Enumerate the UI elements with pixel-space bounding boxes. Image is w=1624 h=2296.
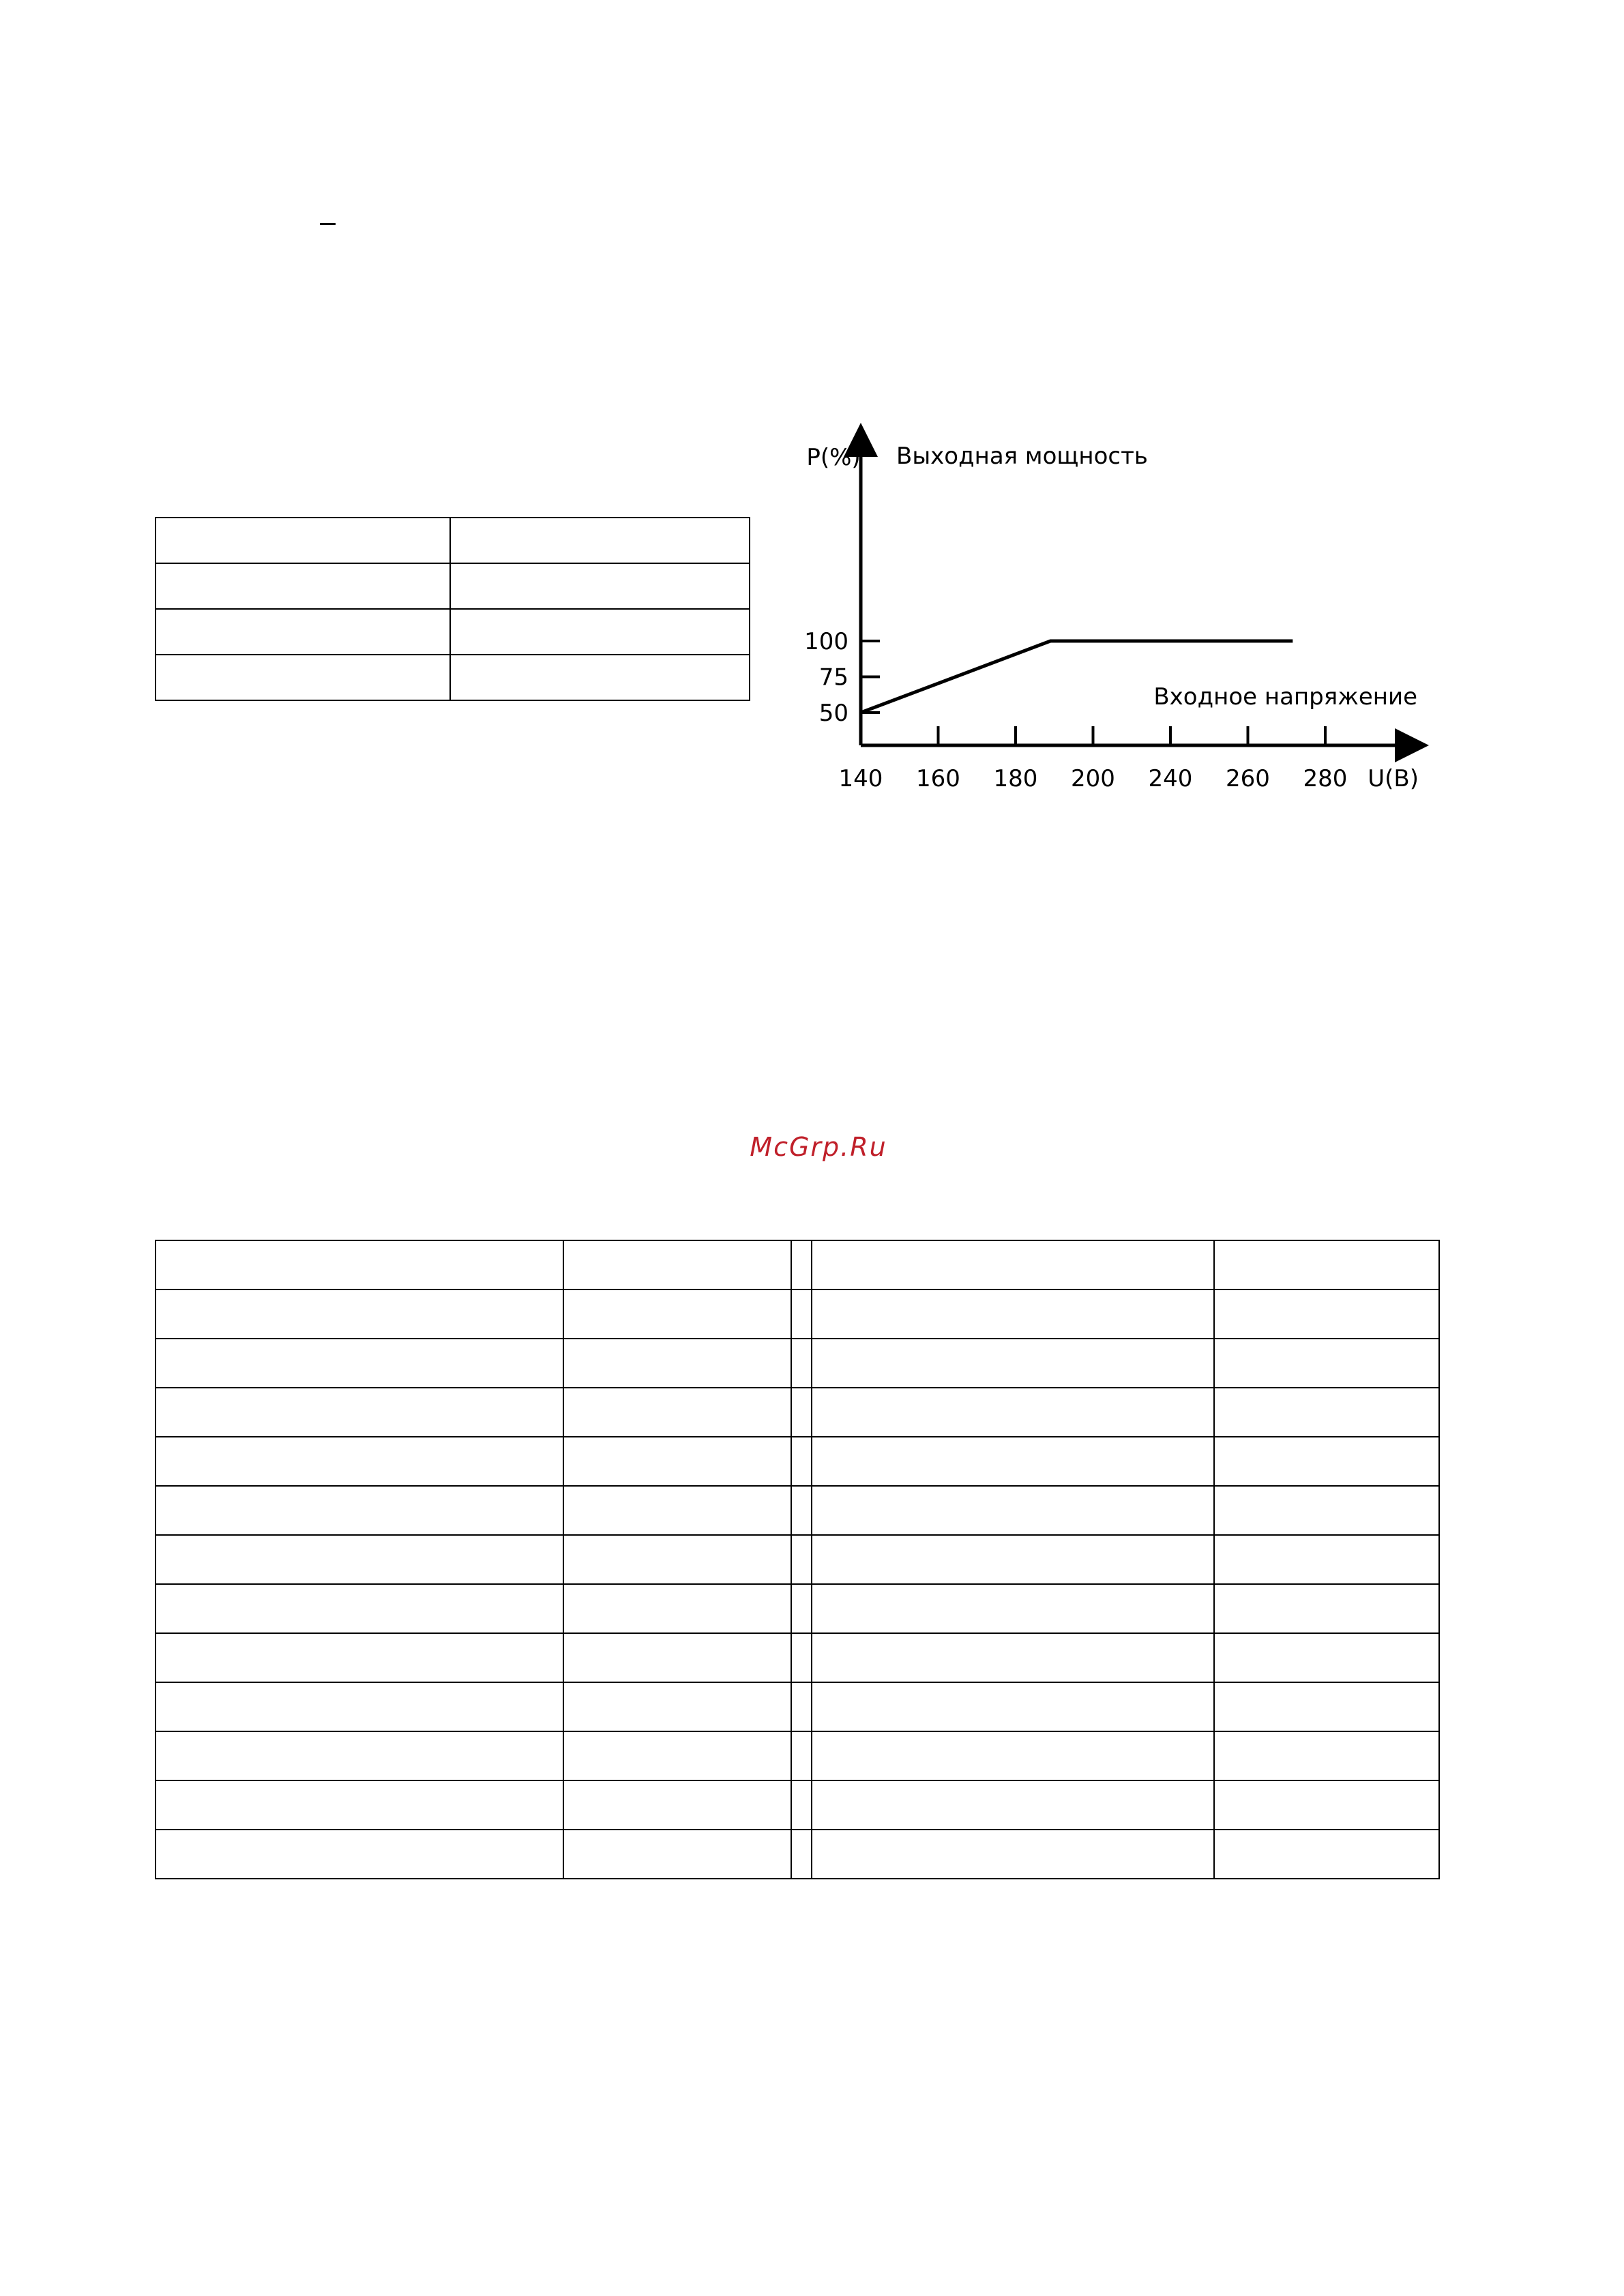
table-cell — [563, 1633, 791, 1682]
table-cell — [791, 1780, 812, 1830]
table-cell — [563, 1780, 791, 1830]
table-cell — [1214, 1388, 1439, 1437]
table-cell — [791, 1682, 812, 1731]
x-tick-label: 240 — [1148, 765, 1193, 792]
table-cell — [156, 655, 450, 700]
table-row — [156, 1830, 1439, 1879]
series-title: Выходная мощность — [896, 443, 1148, 470]
table-row — [156, 1682, 1439, 1731]
x-tick-label: 260 — [1226, 765, 1270, 792]
table-cell — [791, 1584, 812, 1633]
table-cell — [791, 1240, 812, 1289]
table-cell — [563, 1584, 791, 1633]
table-row — [156, 1437, 1439, 1486]
table-cell — [812, 1339, 1214, 1388]
table-cell — [156, 1437, 563, 1486]
table-cell — [563, 1339, 791, 1388]
table-cell — [1214, 1289, 1439, 1339]
table-cell — [1214, 1830, 1439, 1879]
table-cell — [156, 1339, 563, 1388]
table-row — [156, 1486, 1439, 1535]
table-cell — [156, 563, 450, 609]
table-row — [156, 1388, 1439, 1437]
table-cell — [791, 1289, 812, 1339]
table-row — [156, 609, 750, 655]
table-row — [156, 1240, 1439, 1289]
table-row — [156, 1584, 1439, 1633]
table-row — [156, 1535, 1439, 1584]
table-cell — [563, 1830, 791, 1879]
table-cell — [450, 563, 750, 609]
table-row — [156, 1339, 1439, 1388]
table-cell — [450, 518, 750, 563]
table-cell — [156, 1240, 563, 1289]
table-cell — [1214, 1437, 1439, 1486]
table-cell — [156, 1289, 563, 1339]
spec-table — [155, 517, 750, 701]
x-tick-label: 140 — [838, 765, 883, 792]
table-row — [156, 1731, 1439, 1780]
table-row — [156, 518, 750, 563]
parameters-table — [155, 1240, 1440, 1879]
table-cell — [791, 1731, 812, 1780]
table-cell — [812, 1633, 1214, 1682]
table-cell — [812, 1240, 1214, 1289]
table-row — [156, 655, 750, 700]
table-cell — [563, 1535, 791, 1584]
table-cell — [1214, 1682, 1439, 1731]
dash-mark — [320, 223, 336, 225]
x-tick-label: 160 — [916, 765, 960, 792]
x-axis-title: Входное напряжение — [1153, 683, 1417, 711]
table-cell — [1214, 1731, 1439, 1780]
table-cell — [156, 518, 450, 563]
table-cell — [791, 1830, 812, 1879]
table-row — [156, 563, 750, 609]
table-cell — [1214, 1535, 1439, 1584]
table-cell — [791, 1486, 812, 1535]
table-cell — [791, 1633, 812, 1682]
table-cell — [791, 1339, 812, 1388]
watermark: McGrp.Ru — [750, 1132, 887, 1162]
y-tick-label: 75 — [818, 664, 848, 691]
table-cell — [1214, 1339, 1439, 1388]
table-cell — [812, 1535, 1214, 1584]
table-cell — [563, 1486, 791, 1535]
table-row — [156, 1289, 1439, 1339]
table-cell — [1214, 1584, 1439, 1633]
x-tick-label: 180 — [993, 765, 1038, 792]
table-cell — [563, 1682, 791, 1731]
table-row — [156, 1633, 1439, 1682]
table-cell — [563, 1289, 791, 1339]
power-vs-voltage-chart — [764, 423, 1446, 805]
table-cell — [812, 1731, 1214, 1780]
table-cell — [791, 1437, 812, 1486]
x-tick-label: 200 — [1071, 765, 1115, 792]
table-cell — [156, 1682, 563, 1731]
table-cell — [812, 1682, 1214, 1731]
table-cell — [791, 1535, 812, 1584]
table-cell — [1214, 1633, 1439, 1682]
table-cell — [791, 1388, 812, 1437]
table-cell — [1214, 1780, 1439, 1830]
y-tick-label: 50 — [818, 700, 848, 727]
table-cell — [450, 609, 750, 655]
table-cell — [156, 1584, 563, 1633]
x-tick-label: 280 — [1303, 765, 1348, 792]
table-cell — [812, 1486, 1214, 1535]
table-cell — [563, 1240, 791, 1289]
table-cell — [156, 1830, 563, 1879]
table-cell — [812, 1780, 1214, 1830]
table-cell — [812, 1437, 1214, 1486]
table-cell — [156, 1780, 563, 1830]
table-cell — [156, 1731, 563, 1780]
table-cell — [812, 1584, 1214, 1633]
table-cell — [1214, 1240, 1439, 1289]
table-cell — [156, 1486, 563, 1535]
table-cell — [812, 1830, 1214, 1879]
table-cell — [450, 655, 750, 700]
table-cell — [156, 1388, 563, 1437]
y-axis-label: P(%) — [806, 444, 861, 471]
table-cell — [812, 1388, 1214, 1437]
table-cell — [563, 1437, 791, 1486]
y-tick-label: 100 — [804, 628, 848, 655]
x-axis-unit: U(B) — [1368, 765, 1419, 792]
table-cell — [563, 1388, 791, 1437]
table-cell — [156, 1535, 563, 1584]
table-cell — [563, 1731, 791, 1780]
table-cell — [156, 609, 450, 655]
table-cell — [156, 1633, 563, 1682]
table-cell — [1214, 1486, 1439, 1535]
table-cell — [812, 1289, 1214, 1339]
table-row — [156, 1780, 1439, 1830]
